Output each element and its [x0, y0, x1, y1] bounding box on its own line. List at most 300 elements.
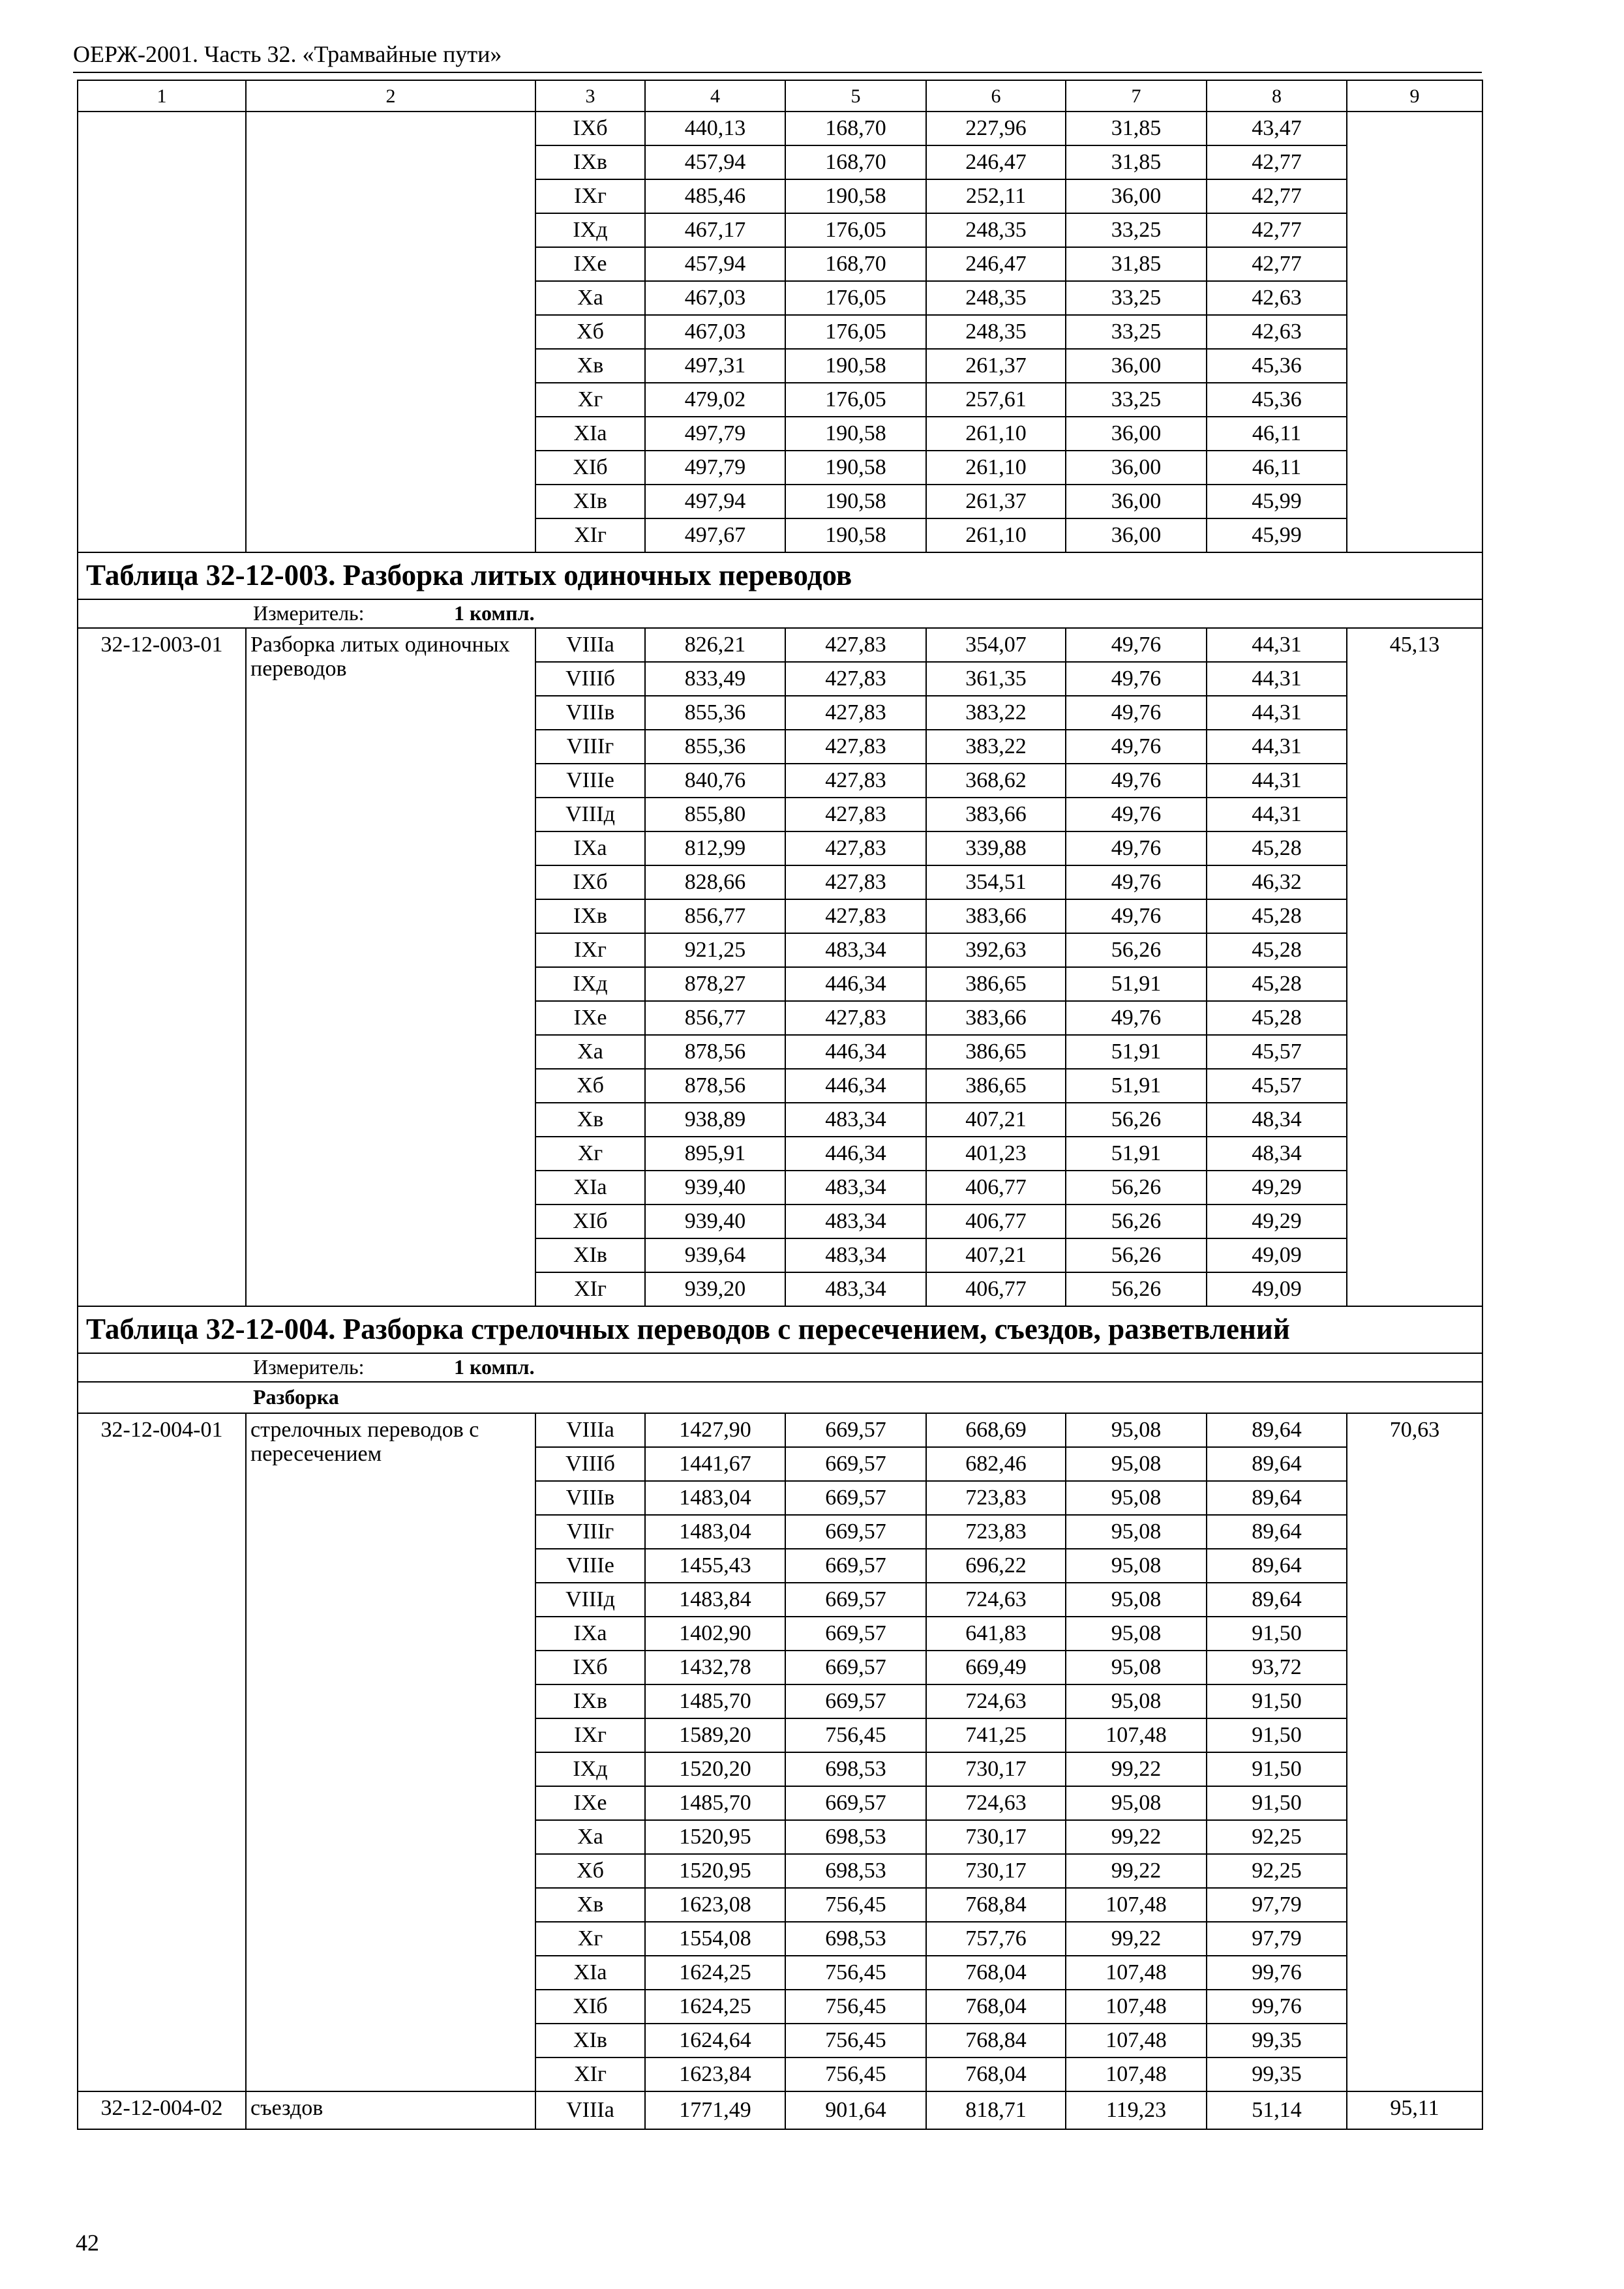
switch-type-cell: IXа	[535, 831, 645, 865]
value-cell: 97,79	[1207, 1922, 1347, 1956]
value-cell: 99,22	[1066, 1854, 1207, 1888]
value-cell: 56,26	[1066, 1204, 1207, 1238]
page-number: 42	[76, 2230, 99, 2256]
value-cell: 698,53	[785, 1922, 926, 1956]
value-cell: 457,94	[645, 247, 785, 281]
value-cell: 1483,04	[645, 1481, 785, 1515]
value-cell: 36,00	[1066, 179, 1207, 213]
value-cell: 427,83	[785, 831, 926, 865]
value-cell: 354,07	[926, 628, 1066, 662]
switch-type-cell: XIа	[535, 1956, 645, 1990]
switch-type-cell: Xб	[535, 1854, 645, 1888]
switch-type-cell: IXб	[535, 112, 645, 145]
switch-type-cell: VIIIд	[535, 798, 645, 831]
value-cell: 248,35	[926, 213, 1066, 247]
switch-type-cell: VIIIв	[535, 696, 645, 730]
value-cell: 668,69	[926, 1413, 1066, 1447]
value-cell: 46,11	[1207, 417, 1347, 451]
value-cell: 48,34	[1207, 1137, 1347, 1171]
value-cell: 91,50	[1207, 1752, 1347, 1786]
value-cell: 45,28	[1207, 1001, 1347, 1035]
value-cell: 107,48	[1066, 1888, 1207, 1922]
table-row	[78, 2091, 1482, 2129]
switch-type-cell: Xб	[535, 1069, 645, 1103]
value-cell: 91,50	[1207, 1617, 1347, 1651]
value-cell: 768,84	[926, 2024, 1066, 2057]
value-cell: 939,20	[645, 1272, 785, 1306]
meter-value: 1 компл.	[454, 1355, 535, 1379]
value-cell: 43,47	[1207, 112, 1347, 145]
value-cell: 1402,90	[645, 1617, 785, 1651]
value-cell: 51,91	[1066, 967, 1207, 1001]
value-cell: 92,25	[1207, 1854, 1347, 1888]
value-cell: 407,21	[926, 1103, 1066, 1137]
value-cell: 51,91	[1066, 1035, 1207, 1069]
value-cell: 669,57	[785, 1617, 926, 1651]
switch-type-cell: IXб	[535, 1651, 645, 1684]
value-cell: 99,76	[1207, 1990, 1347, 2024]
switch-type-cell: Xг	[535, 1137, 645, 1171]
value-cell: 669,57	[785, 1786, 926, 1820]
column-number-cell: 3	[535, 80, 645, 112]
meter-row	[78, 599, 1482, 628]
switch-type-cell: IXб	[535, 865, 645, 899]
value-cell: 386,65	[926, 967, 1066, 1001]
value-cell: 49,29	[1207, 1171, 1347, 1204]
value-cell: 467,17	[645, 213, 785, 247]
column-number-cell: 6	[926, 80, 1066, 112]
value-cell: 368,62	[926, 764, 1066, 798]
value-cell: 176,05	[785, 281, 926, 315]
value-cell: 483,34	[785, 1171, 926, 1204]
value-cell: 1624,25	[645, 1956, 785, 1990]
value-cell: 49,76	[1066, 764, 1207, 798]
value-cell: 840,76	[645, 764, 785, 798]
value-cell: 261,37	[926, 485, 1066, 518]
value-cell: 497,67	[645, 518, 785, 552]
value-cell: 383,66	[926, 899, 1066, 933]
value-cell: 36,00	[1066, 417, 1207, 451]
value-cell: 89,64	[1207, 1583, 1347, 1617]
value-cell: 33,25	[1066, 213, 1207, 247]
value-cell: 724,63	[926, 1786, 1066, 1820]
subheading-row	[78, 1382, 1482, 1413]
value-cell: 386,65	[926, 1069, 1066, 1103]
value-cell: 467,03	[645, 315, 785, 349]
table-title: Таблица 32-12-003. Разборка литых одиночных переводов	[78, 552, 1482, 599]
value-cell: 828,66	[645, 865, 785, 899]
value-cell: 730,17	[926, 1854, 1066, 1888]
value-cell: 176,05	[785, 213, 926, 247]
value-cell: 45,28	[1207, 967, 1347, 1001]
meter-value: 1 компл.	[454, 601, 535, 625]
value-cell: 107,48	[1066, 2057, 1207, 2091]
value-cell: 406,77	[926, 1171, 1066, 1204]
value-cell: 1623,84	[645, 2057, 785, 2091]
value-cell: 383,22	[926, 730, 1066, 764]
value-cell: 99,35	[1207, 2057, 1347, 2091]
value-cell: 190,58	[785, 451, 926, 485]
value-cell: 446,34	[785, 1137, 926, 1171]
value-cell: 107,48	[1066, 1718, 1207, 1752]
value-cell: 1623,08	[645, 1888, 785, 1922]
value-cell: 248,35	[926, 315, 1066, 349]
value-cell: 895,91	[645, 1137, 785, 1171]
switch-type-cell: VIIIа	[535, 628, 645, 662]
value-cell: 457,94	[645, 145, 785, 179]
switch-type-cell: XIб	[535, 1204, 645, 1238]
switch-type-cell: XIб	[535, 1990, 645, 2024]
value-cell: 698,53	[785, 1854, 926, 1888]
value-cell: 89,64	[1207, 1447, 1347, 1481]
switch-type-cell: XIа	[535, 1171, 645, 1204]
switch-type-cell: VIIIа	[535, 1413, 645, 1447]
value-cell: 467,03	[645, 281, 785, 315]
value-cell: 406,77	[926, 1204, 1066, 1238]
value-cell: 669,57	[785, 1413, 926, 1447]
column-number-cell: 9	[1347, 80, 1482, 112]
value-cell: 756,45	[785, 2057, 926, 2091]
value-cell: 698,53	[785, 1752, 926, 1786]
value-cell: 1554,08	[645, 1922, 785, 1956]
value-cell: 483,34	[785, 1238, 926, 1272]
value-cell: 427,83	[785, 730, 926, 764]
value-cell: 698,53	[785, 1820, 926, 1854]
value-cell: 56,26	[1066, 1272, 1207, 1306]
value-cell: 91,50	[1207, 1718, 1347, 1752]
value-cell: 45,99	[1207, 518, 1347, 552]
value-cell: 427,83	[785, 1001, 926, 1035]
value-cell: 252,11	[926, 179, 1066, 213]
value-cell: 401,23	[926, 1137, 1066, 1171]
rate-code-cell: 32-12-004-01	[78, 1413, 246, 2091]
value-cell: 99,22	[1066, 1820, 1207, 1854]
value-cell: 669,57	[785, 1651, 926, 1684]
rate-code-cell	[78, 112, 246, 552]
switch-type-cell: Xв	[535, 349, 645, 383]
value-cell: 730,17	[926, 1820, 1066, 1854]
value-cell: 46,32	[1207, 865, 1347, 899]
value-cell: 42,77	[1207, 213, 1347, 247]
value-cell: 1485,70	[645, 1684, 785, 1718]
value-cell: 669,57	[785, 1515, 926, 1549]
value-cell: 99,22	[1066, 1752, 1207, 1786]
value-cell: 682,46	[926, 1447, 1066, 1481]
value-cell: 99,76	[1207, 1956, 1347, 1990]
work-name-cell: съездов	[246, 2091, 535, 2129]
value-cell: 818,71	[926, 2091, 1066, 2129]
value-cell: 168,70	[785, 112, 926, 145]
value-cell: 97,79	[1207, 1888, 1347, 1922]
switch-type-cell: VIIIа	[535, 2091, 645, 2129]
work-name-cell: стрелочных переводов с пересечением	[246, 1413, 535, 2091]
value-cell: 45,28	[1207, 933, 1347, 967]
work-name-cell	[246, 112, 535, 552]
value-cell: 190,58	[785, 179, 926, 213]
value-cell: 406,77	[926, 1272, 1066, 1306]
switch-type-cell: IXд	[535, 967, 645, 1001]
value-cell: 427,83	[785, 662, 926, 696]
value-cell: 95,08	[1066, 1651, 1207, 1684]
value-cell: 826,21	[645, 628, 785, 662]
value-cell: 107,48	[1066, 2024, 1207, 2057]
subheading: Разборка	[78, 1382, 1482, 1413]
value-cell: 497,79	[645, 417, 785, 451]
value-cell: 724,63	[926, 1583, 1066, 1617]
switch-type-cell: Xг	[535, 1922, 645, 1956]
value-cell: 723,83	[926, 1481, 1066, 1515]
value-cell: 855,36	[645, 696, 785, 730]
value-cell: 49,76	[1066, 831, 1207, 865]
value-cell: 641,83	[926, 1617, 1066, 1651]
value-cell: 107,48	[1066, 1990, 1207, 2024]
value-cell: 95,08	[1066, 1413, 1207, 1447]
value-cell: 427,83	[785, 696, 926, 730]
rates-table-body	[78, 80, 1482, 2129]
value-cell: 261,37	[926, 349, 1066, 383]
switch-type-cell: VIIIб	[535, 1447, 645, 1481]
value-cell: 1520,20	[645, 1752, 785, 1786]
value-cell: 49,76	[1066, 696, 1207, 730]
value-cell: 1427,90	[645, 1413, 785, 1447]
value-cell: 42,77	[1207, 145, 1347, 179]
value-cell: 33,25	[1066, 315, 1207, 349]
switch-type-cell: VIIIв	[535, 1481, 645, 1515]
work-name-cell: Разборка литых одиночных переводов	[246, 628, 535, 1306]
value-cell: 49,76	[1066, 798, 1207, 831]
column-number-cell: 8	[1207, 80, 1347, 112]
value-cell: 45,57	[1207, 1069, 1347, 1103]
switch-type-cell: XIв	[535, 485, 645, 518]
switch-type-cell: XIб	[535, 451, 645, 485]
switch-type-cell: VIIIг	[535, 1515, 645, 1549]
value-cell: 855,80	[645, 798, 785, 831]
switch-type-cell: XIв	[535, 2024, 645, 2057]
value-cell: 46,11	[1207, 451, 1347, 485]
value-cell: 33,25	[1066, 383, 1207, 417]
table-row	[78, 112, 1482, 145]
meter-label: Измеритель:	[253, 1355, 365, 1379]
value-cell: 95,08	[1066, 1617, 1207, 1651]
value-cell: 45,99	[1207, 485, 1347, 518]
value-cell: 1520,95	[645, 1854, 785, 1888]
value-cell: 427,83	[785, 798, 926, 831]
table-title-row	[78, 1306, 1482, 1353]
value-cell: 497,79	[645, 451, 785, 485]
value-cell: 339,88	[926, 831, 1066, 865]
value-cell: 756,45	[785, 2024, 926, 2057]
switch-type-cell: Xа	[535, 1035, 645, 1069]
value-cell: 45,36	[1207, 383, 1347, 417]
switch-type-cell: IXд	[535, 213, 645, 247]
value-cell: 1771,49	[645, 2091, 785, 2129]
value-cell: 669,49	[926, 1651, 1066, 1684]
column-number-cell: 1	[78, 80, 246, 112]
value-cell: 95,08	[1066, 1447, 1207, 1481]
switch-type-cell: Xв	[535, 1888, 645, 1922]
value-cell: 91,50	[1207, 1786, 1347, 1820]
switch-type-cell: VIIIе	[535, 764, 645, 798]
value-cell: 1624,64	[645, 2024, 785, 2057]
value-cell: 939,40	[645, 1204, 785, 1238]
value-cell: 768,04	[926, 1956, 1066, 1990]
value-cell: 31,85	[1066, 145, 1207, 179]
value-cell: 901,64	[785, 2091, 926, 2129]
value-cell: 95,08	[1066, 1515, 1207, 1549]
value-cell: 49,29	[1207, 1204, 1347, 1238]
value-cell: 44,31	[1207, 798, 1347, 831]
value-cell: 168,70	[785, 145, 926, 179]
switch-type-cell: IXв	[535, 899, 645, 933]
value-cell: 497,31	[645, 349, 785, 383]
value-cell: 479,02	[645, 383, 785, 417]
value-cell: 45,28	[1207, 831, 1347, 865]
switch-type-cell: IXг	[535, 179, 645, 213]
value-cell: 427,83	[785, 764, 926, 798]
value-cell: 1624,25	[645, 1990, 785, 2024]
value-cell: 51,91	[1066, 1137, 1207, 1171]
value-cell: 483,34	[785, 933, 926, 967]
value-cell: 246,47	[926, 247, 1066, 281]
value-cell: 878,56	[645, 1069, 785, 1103]
rates-table	[77, 80, 1483, 2130]
value-cell: 724,63	[926, 1684, 1066, 1718]
value-cell: 49,76	[1066, 628, 1207, 662]
value-cell: 1485,70	[645, 1786, 785, 1820]
col9-value-cell: 70,63	[1347, 1413, 1482, 2091]
value-cell: 427,83	[785, 865, 926, 899]
value-cell: 95,08	[1066, 1684, 1207, 1718]
switch-type-cell: IXг	[535, 933, 645, 967]
value-cell: 31,85	[1066, 112, 1207, 145]
meter-label: Измеритель:	[253, 601, 365, 625]
value-cell: 483,34	[785, 1103, 926, 1137]
value-cell: 855,36	[645, 730, 785, 764]
page-header-title: ОЕРЖ-2001. Часть 32. «Трамвайные пути»	[73, 41, 502, 67]
value-cell: 48,34	[1207, 1103, 1347, 1137]
value-cell: 89,64	[1207, 1549, 1347, 1583]
value-cell: 44,31	[1207, 696, 1347, 730]
value-cell: 42,77	[1207, 179, 1347, 213]
value-cell: 42,63	[1207, 281, 1347, 315]
value-cell: 756,45	[785, 1888, 926, 1922]
rate-code-cell: 32-12-004-02	[78, 2091, 246, 2129]
value-cell: 756,45	[785, 1718, 926, 1752]
value-cell: 89,64	[1207, 1515, 1347, 1549]
value-cell: 669,57	[785, 1684, 926, 1718]
value-cell: 407,21	[926, 1238, 1066, 1272]
value-cell: 44,31	[1207, 662, 1347, 696]
value-cell: 696,22	[926, 1549, 1066, 1583]
switch-type-cell: Xа	[535, 1820, 645, 1854]
value-cell: 383,66	[926, 798, 1066, 831]
value-cell: 427,83	[785, 628, 926, 662]
value-cell: 89,64	[1207, 1481, 1347, 1515]
value-cell: 49,76	[1066, 730, 1207, 764]
value-cell: 669,57	[785, 1447, 926, 1481]
value-cell: 42,77	[1207, 247, 1347, 281]
switch-type-cell: XIг	[535, 1272, 645, 1306]
value-cell: 190,58	[785, 485, 926, 518]
meter-cell	[78, 599, 1482, 628]
value-cell: 49,09	[1207, 1272, 1347, 1306]
value-cell: 176,05	[785, 315, 926, 349]
value-cell: 107,48	[1066, 1956, 1207, 1990]
value-cell: 446,34	[785, 1069, 926, 1103]
meter-row	[78, 1353, 1482, 1382]
switch-type-cell: IXе	[535, 1001, 645, 1035]
value-cell: 36,00	[1066, 485, 1207, 518]
value-cell: 386,65	[926, 1035, 1066, 1069]
value-cell: 49,76	[1066, 662, 1207, 696]
value-cell: 485,46	[645, 179, 785, 213]
switch-type-cell: VIIIд	[535, 1583, 645, 1617]
value-cell: 95,08	[1066, 1786, 1207, 1820]
value-cell: 91,50	[1207, 1684, 1347, 1718]
value-cell: 768,04	[926, 2057, 1066, 2091]
value-cell: 756,45	[785, 1990, 926, 2024]
value-cell: 878,27	[645, 967, 785, 1001]
value-cell: 176,05	[785, 383, 926, 417]
value-cell: 51,14	[1207, 2091, 1347, 2129]
value-cell: 45,36	[1207, 349, 1347, 383]
value-cell: 99,35	[1207, 2024, 1347, 2057]
value-cell: 833,49	[645, 662, 785, 696]
value-cell: 768,04	[926, 1990, 1066, 2024]
value-cell: 878,56	[645, 1035, 785, 1069]
table-title: Таблица 32-12-004. Разборка стрелочных переводов с пересечением, съездов, разветвлений	[78, 1306, 1482, 1353]
value-cell: 669,57	[785, 1549, 926, 1583]
value-cell: 261,10	[926, 451, 1066, 485]
value-cell: 257,61	[926, 383, 1066, 417]
value-cell: 99,22	[1066, 1922, 1207, 1956]
value-cell: 1483,04	[645, 1515, 785, 1549]
switch-type-cell: IXв	[535, 1684, 645, 1718]
value-cell: 119,23	[1066, 2091, 1207, 2129]
value-cell: 1520,95	[645, 1820, 785, 1854]
value-cell: 44,31	[1207, 730, 1347, 764]
value-cell: 49,09	[1207, 1238, 1347, 1272]
value-cell: 33,25	[1066, 281, 1207, 315]
value-cell: 261,10	[926, 417, 1066, 451]
value-cell: 49,76	[1066, 1001, 1207, 1035]
value-cell: 669,57	[785, 1583, 926, 1617]
value-cell: 190,58	[785, 349, 926, 383]
switch-type-cell: Xб	[535, 315, 645, 349]
value-cell: 227,96	[926, 112, 1066, 145]
value-cell: 446,34	[785, 967, 926, 1001]
value-cell: 669,57	[785, 1481, 926, 1515]
value-cell: 361,35	[926, 662, 1066, 696]
switch-type-cell: XIв	[535, 1238, 645, 1272]
value-cell: 36,00	[1066, 451, 1207, 485]
value-cell: 248,35	[926, 281, 1066, 315]
value-cell: 190,58	[785, 417, 926, 451]
value-cell: 56,26	[1066, 1171, 1207, 1204]
value-cell: 44,31	[1207, 764, 1347, 798]
value-cell: 42,63	[1207, 315, 1347, 349]
switch-type-cell: VIIIе	[535, 1549, 645, 1583]
value-cell: 51,91	[1066, 1069, 1207, 1103]
value-cell: 730,17	[926, 1752, 1066, 1786]
value-cell: 95,08	[1066, 1583, 1207, 1617]
col9-value-cell: 45,13	[1347, 628, 1482, 1306]
switch-type-cell: Xа	[535, 281, 645, 315]
value-cell: 31,85	[1066, 247, 1207, 281]
table-title-row	[78, 552, 1482, 599]
meter-cell	[78, 1353, 1482, 1382]
value-cell: 168,70	[785, 247, 926, 281]
